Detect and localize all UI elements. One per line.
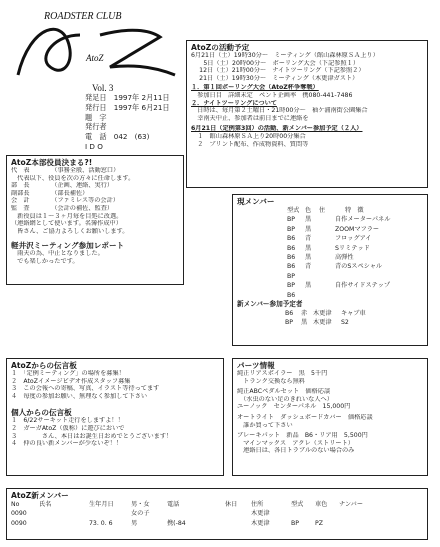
- event-line: １ 館山森林原ＳＡ上り20時00分集合: [191, 132, 306, 140]
- new-members-table: [237, 309, 368, 328]
- notice-line: １ 「定例ミーティング」の場所を募集！: [11, 370, 125, 377]
- member-color: 黒: [305, 254, 312, 262]
- member-feature: [335, 291, 392, 300]
- logo-mark: AtoZ: [86, 53, 104, 63]
- parts-line: （水虫のない足のきれいな人へ）: [237, 395, 333, 403]
- parts-line: トランク交換なら無料: [237, 377, 305, 385]
- member-row: [237, 272, 392, 281]
- staff-line: 代 表 （事務全般、活動窓口）: [11, 167, 120, 174]
- staff-line: 新役員は１〜３ヶ月毎を目処に改選。: [11, 212, 123, 220]
- staff-box: [6, 155, 184, 285]
- member-color: 青: [305, 263, 312, 271]
- new-member-data-row: 0090 73. 0. 6 男 携(-84 木更津 BP PZ: [11, 519, 323, 527]
- event-line: 6月21日（土）19時30分〜 ミーティング（館山森林原ＳＡ上り）: [191, 52, 379, 59]
- parts-line: ユーノック センターパネル 15,000円: [237, 403, 351, 411]
- parts-line: 純正リアスポイラー 黒 5千円: [237, 370, 328, 377]
- report-line: 雨天の為、中止となりました。: [11, 250, 104, 258]
- members-header-cell: 住: [319, 207, 326, 214]
- notices-title: AtoZからの伝言板: [11, 361, 77, 370]
- logo-brand: ROADSTER CLUB: [44, 11, 122, 22]
- member-model: B6: [287, 235, 296, 243]
- member-model: BP: [287, 282, 295, 290]
- member-feature: ZOOMマフラー: [335, 225, 380, 233]
- member-row: [237, 281, 392, 290]
- logo-swoosh-z: [100, 30, 175, 75]
- logo-swoosh-a: [18, 29, 80, 75]
- staff-line: 監 査 （会計の補佐、監査）: [11, 204, 114, 212]
- personal-notice-line: ４ 仲の良い新メンバーが少ないぞ！！: [11, 440, 122, 448]
- member-feature: 自作サイドステップ: [335, 282, 391, 290]
- parts-line: 連絡日は、各日トラブルのない場合のみ: [237, 447, 355, 455]
- member-color: 黒: [305, 216, 312, 224]
- member-feature: 青のSスペシャル: [335, 263, 383, 271]
- member-model: BP: [287, 225, 295, 233]
- members-box: [232, 194, 428, 346]
- member-feature: フロッグアイ: [335, 235, 372, 243]
- issue-founded: 発足日 1997年 2月11日: [85, 93, 170, 102]
- logo-vol: Vol. 3: [92, 83, 114, 93]
- issue-phone: 電 話 042 (63): [85, 132, 150, 142]
- member-color: [305, 291, 319, 300]
- parts-line: マインマックス アクレ（ストリート）: [237, 439, 354, 447]
- parts-line: 純正ABCペダルセット 価格応談: [237, 388, 331, 396]
- new-member-box: [6, 488, 428, 540]
- members-header-row: [237, 206, 392, 215]
- new-member-row: B6 赤 木更津 キャブ車: [285, 310, 366, 318]
- notice-line: ３ この会報への寄稿、写真、イラスト等待ってます: [11, 385, 160, 393]
- staff-title: AtoZ本部役員決まる?!: [11, 158, 93, 167]
- staff-line: 部 長 （企画、連絡、実行）: [11, 182, 114, 190]
- new-member-header: No 氏名 生年月日 男・女 電話 休日 住所 型式 車色 ナンバー: [11, 501, 364, 508]
- parts-line: 誰か買って下さい: [237, 421, 293, 429]
- member-color: 黒: [305, 282, 312, 290]
- member-feature: [335, 272, 392, 281]
- members-header-cell: [237, 206, 261, 215]
- member-color: 青: [305, 235, 312, 243]
- members-header-cell: 色: [305, 207, 312, 214]
- events-box: [186, 40, 428, 188]
- member-row: [237, 225, 392, 234]
- members-table: [237, 206, 392, 300]
- member-color: 黒: [305, 244, 312, 252]
- new-member-data-row: 0090 女の子 木更津: [11, 510, 270, 518]
- event-line: 日時は、毎月第２土曜日・21時00分〜 袖ケ浦南街公園集合: [191, 107, 368, 115]
- member-model: B6: [287, 263, 296, 271]
- personal-notice-line: １ 6/22サーキット走行をしますよ！！: [11, 417, 124, 425]
- member-row: [237, 291, 392, 300]
- member-row: [237, 244, 392, 253]
- event-heading: ２．ナイトツーリングについて: [191, 99, 277, 107]
- staff-line: 代表以下、役員を次の方々に任命します。: [11, 174, 135, 182]
- member-model: B6: [287, 254, 296, 262]
- issue-calligraphy: 題 字: [85, 112, 107, 122]
- personal-notice-line: ２ ガーガAtoZ（仮称）に遊びにおいで: [11, 424, 125, 432]
- club-logo: [10, 5, 180, 93]
- member-row: [237, 215, 392, 224]
- member-feature: 高弾性: [335, 254, 354, 262]
- member-model: BP: [287, 216, 295, 224]
- member-row: [237, 262, 392, 271]
- personal-notices-title: 個人からの伝言板: [11, 408, 72, 418]
- parts-line: オートライト ダッシュボードカバー 価格応談: [237, 413, 373, 421]
- member-color: 黒: [305, 225, 312, 233]
- staff-line: 皆さん、ご協力よろしくお願いします。: [11, 227, 129, 235]
- staff-line: 会 計 （ファミレス等の会計）: [11, 197, 119, 205]
- notice-line: ４ 毎度の参加お願い、無理なく参加して下さい: [11, 392, 148, 400]
- event-line: 5日（土）20時00分〜 ボーリング大会（下記参照１）: [191, 59, 360, 67]
- member-row: [237, 234, 392, 243]
- member-feature: Sリミテッド: [335, 244, 370, 252]
- event-line: 参加日目 詳細未定 ペント企画率 携080-441-7486: [191, 91, 353, 99]
- event-line: 12日（土）21時00分〜 ナイトツーリング（下記参照２）: [191, 67, 365, 75]
- event-heading: １．第１回ボーリング大会（AtoZ杯争奪戦）: [191, 84, 319, 92]
- personal-notice-line: ３ さん、本日はお誕生日おめでとうございます！: [11, 432, 173, 440]
- member-model: BP: [287, 272, 295, 280]
- members-header-cell: 型式: [287, 207, 300, 214]
- member-feature: 自作メーターパネル: [335, 216, 391, 224]
- event-line: ２ プリント配布、作成物資料、質問等: [191, 140, 309, 148]
- members-header-cell: 特 徴: [345, 207, 364, 214]
- issue-ido: I D O: [85, 141, 103, 151]
- event-line: 幸南天中止、参加者は前日までに連絡を: [191, 114, 309, 122]
- report-line: でも楽しかったです。: [11, 257, 79, 265]
- issue-publisher: 発行者: [85, 122, 107, 132]
- new-member-table: [11, 500, 365, 528]
- members-header-cell: [261, 206, 287, 215]
- member-row: [237, 253, 392, 262]
- issue-published: 発行日 1997年 6月21日: [85, 102, 170, 112]
- staff-line: 副部長 （部長補佐）: [11, 189, 89, 197]
- notice-line: ２ AtoZイメージビデオ作成スタッフ募集: [11, 377, 131, 385]
- report-title: 軽井沢ミーティング参加レポート: [11, 241, 125, 251]
- new-members-title: 新メンバー参加予定者: [237, 300, 303, 309]
- parts-box: [232, 358, 428, 476]
- member-model: B6: [287, 291, 296, 299]
- event-line: 21日（土）19時30分〜 ミーティング（木更津ガスト）: [191, 74, 359, 82]
- new-member-title: AtoZ新メンバー: [11, 491, 69, 500]
- issue-info: [85, 93, 195, 152]
- event-heading: 6月21日（定例第3回）の活動、新メンバー参加予定（２人）: [191, 125, 363, 133]
- members-title: 現メンバー: [237, 197, 275, 206]
- notices-box: [6, 358, 224, 476]
- events-title: AtoZの活動予定: [191, 43, 250, 52]
- parts-line: ブレーキパット 新品 B6・リア用 5,500円: [237, 432, 368, 440]
- parts-title: パーツ情報: [237, 361, 275, 370]
- member-model: B6: [287, 244, 296, 252]
- member-color: [305, 272, 319, 281]
- staff-line: （連絡網として使います。名簿作成中）: [11, 220, 122, 228]
- new-member-row: BP 黒 木更津 S2: [285, 319, 349, 327]
